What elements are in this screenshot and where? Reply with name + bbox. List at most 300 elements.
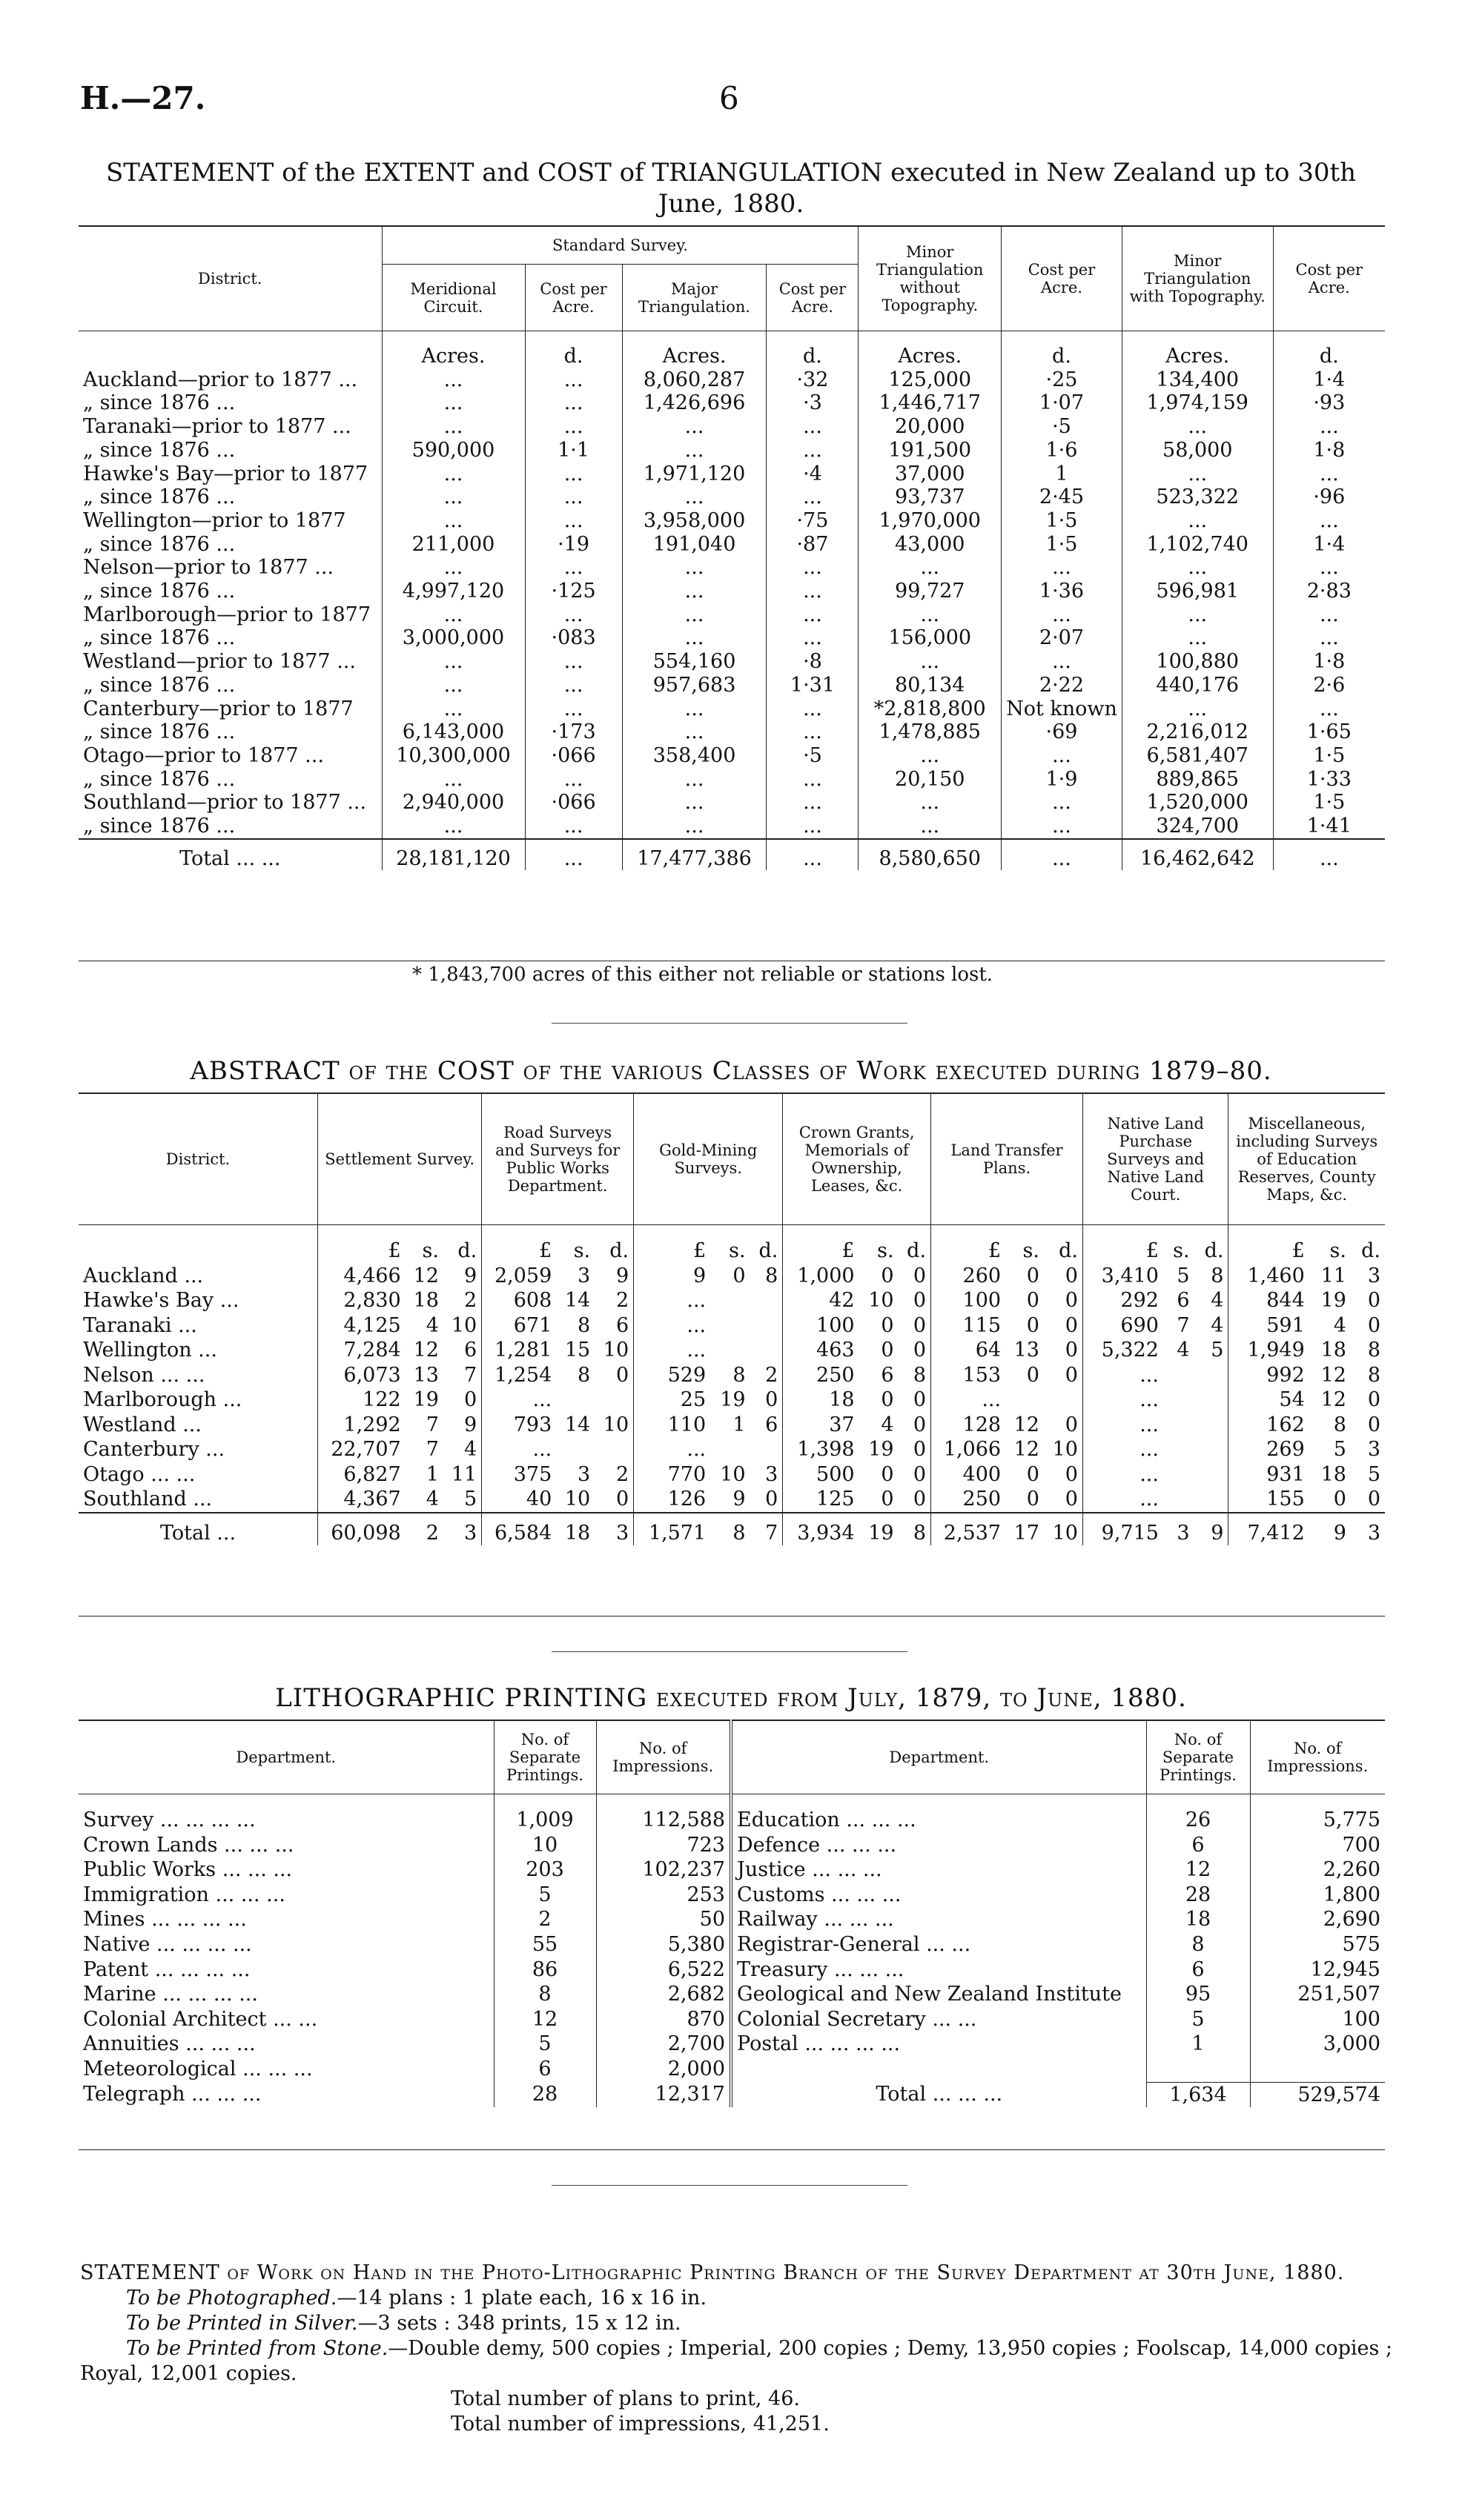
value-cell: ... (622, 720, 767, 744)
value-cell: 128 (931, 1413, 1006, 1438)
value-cell: 0 (1367, 1488, 1380, 1511)
value-cell: 8 (494, 1982, 596, 2007)
value-cell: 18 (783, 1387, 859, 1413)
th-misc: Miscellaneous, including Surveys of Education Reserves, County Maps, &c. (1228, 1093, 1385, 1225)
value-cell: 1,520,000 (1122, 791, 1273, 815)
table-row (79, 650, 1385, 674)
value-cell: 7 (426, 1413, 439, 1436)
triangulation-title-line2: June, 1880. (658, 189, 804, 219)
value-cell: 3,000,000 (382, 626, 525, 650)
value-cell: 0 (913, 1339, 927, 1362)
unit-label: d. (907, 1239, 927, 1262)
value-cell: 1·5 (1002, 509, 1122, 533)
value-cell (595, 1437, 633, 1462)
value-cell: 42 (783, 1288, 859, 1313)
value-cell: 1·31 (767, 674, 859, 697)
value-cell: 251,507 (1250, 1982, 1385, 2007)
value-cell: 3 (1177, 1521, 1190, 1545)
unit-label: Acres. (382, 331, 525, 368)
value-cell: 12 (413, 1264, 439, 1287)
value-cell: 10 (868, 1289, 894, 1312)
district-cell: Hawke's Bay ... (83, 1289, 239, 1312)
table-row (79, 1857, 1385, 1883)
photo-label: To be Photographed. (126, 2287, 337, 2310)
value-cell: 0 (1367, 1289, 1380, 1312)
value-cell: 0 (1065, 1363, 1078, 1387)
value-cell: ... (767, 815, 859, 839)
unit-label: s. (1173, 1239, 1190, 1262)
value-cell: 134,400 (1122, 368, 1273, 392)
value-cell: 7,284 (318, 1338, 406, 1363)
value-cell: 4 (464, 1438, 477, 1461)
value-cell: 54 (1228, 1387, 1309, 1413)
th-land-transfer: Land Transfer Plans. (931, 1093, 1083, 1225)
unit-label: d. (767, 331, 859, 368)
value-cell: 1·65 (1273, 720, 1385, 744)
table-row (79, 697, 1385, 721)
litho-title: LITHOGRAPHIC PRINTING executed from July, 1879, to June, 1880. (275, 1683, 1187, 1713)
value-cell: 0 (1367, 1388, 1380, 1411)
table-row (79, 509, 1385, 533)
value-cell: ... (1122, 603, 1273, 627)
value-cell: 0 (881, 1313, 894, 1337)
unit-label: d. (1273, 331, 1385, 368)
value-cell: 0 (1026, 1488, 1039, 1511)
value-cell: 1,571 (634, 1513, 711, 1546)
value-cell: 1,292 (318, 1413, 406, 1438)
value-cell: 13 (1013, 1339, 1039, 1362)
value-cell: 8 (1211, 1264, 1224, 1287)
th-litho-separate-right: No. of Separate Printings. (1146, 1720, 1250, 1794)
litho-bottom-rule (79, 2149, 1385, 2150)
table-row (79, 2007, 1385, 2032)
th-minor-with: Minor Triangulation with Topography. (1122, 226, 1273, 331)
unit-label: s. (573, 1239, 591, 1262)
value-cell: 1,949 (1228, 1338, 1309, 1363)
table-row (79, 1313, 1385, 1339)
value-cell: 2,059 (482, 1264, 557, 1289)
value-cell: ... (1273, 697, 1385, 721)
value-cell: ·8 (767, 650, 859, 674)
value-cell: ... (622, 791, 767, 815)
value-cell: 155 (1228, 1487, 1309, 1513)
value-cell: 0 (1367, 1413, 1380, 1436)
value-cell: ... (634, 1313, 711, 1339)
value-cell: 375 (482, 1462, 557, 1488)
value-cell: 1,446,717 (859, 391, 1002, 415)
district-cell: Otago ... ... (83, 1462, 196, 1486)
value-cell: 86 (494, 1957, 596, 1983)
department-cell: Geological and New Zealand Institute (731, 1982, 1146, 2007)
value-cell: 1·41 (1273, 815, 1385, 839)
value-cell: 5 (1367, 1462, 1380, 1486)
value-cell: ·32 (767, 368, 859, 392)
value-cell: 0 (615, 1488, 629, 1511)
district-cell: Auckland ... (83, 1264, 204, 1287)
value-cell: 7 (1177, 1313, 1190, 1337)
table-row (79, 1363, 1385, 1388)
district-cell: Wellington—prior to 1877 (83, 508, 346, 532)
value-cell (1194, 1413, 1228, 1438)
department-cell: Mines ... ... ... ... (83, 1908, 247, 1932)
value-cell: 2,700 (596, 2032, 731, 2057)
value-cell: 22,707 (318, 1437, 406, 1462)
value-cell: ... (859, 744, 1002, 768)
value-cell (750, 1288, 783, 1313)
value-cell: 0 (913, 1289, 927, 1312)
value-cell: 1 (426, 1462, 439, 1486)
total-plans: Total number of plans to print, 46. (451, 2387, 800, 2410)
unit-label: Acres. (859, 331, 1002, 368)
value-cell: 292 (1082, 1288, 1163, 1313)
table-row (79, 1338, 1385, 1363)
value-cell: ... (767, 485, 859, 509)
value-cell (750, 1313, 783, 1339)
department-cell: Railway ... ... ... (731, 1907, 1146, 1932)
value-cell: ... (622, 439, 767, 462)
value-cell: 80,134 (859, 674, 1002, 697)
value-cell: 50 (596, 1907, 731, 1932)
value-cell: 1·1 (525, 439, 622, 462)
th-native: Native Land Purchase Surveys and Native Land Court. (1082, 1093, 1228, 1225)
th-road: Road Surveys and Surveys for Public Works Department. (482, 1093, 634, 1225)
value-cell: ... (1273, 509, 1385, 533)
value-cell: ... (382, 391, 525, 415)
statement-silver (80, 2311, 1400, 2336)
table-row (79, 744, 1385, 768)
value-cell: ... (1082, 1437, 1163, 1462)
value-cell: 324,700 (1122, 815, 1273, 839)
total-cell: ... (525, 839, 622, 871)
value-cell: 2·45 (1002, 485, 1122, 509)
value-cell: ... (525, 674, 622, 697)
value-cell: 2,940,000 (382, 791, 525, 815)
th-litho-dept-left: Department. (236, 1748, 337, 1766)
unit-label: Acres. (622, 331, 767, 368)
value-cell: 40 (482, 1487, 557, 1513)
unit-label: d. (1059, 1239, 1078, 1262)
table-row (79, 720, 1385, 744)
table-row (79, 1833, 1385, 1858)
district-cell: Otago—prior to 1877 ... (83, 743, 324, 767)
value-cell: 6 (881, 1363, 894, 1387)
value-cell: 110 (634, 1413, 711, 1438)
table-row (79, 2032, 1385, 2057)
value-cell: 2,260 (1250, 1857, 1385, 1883)
table-row (79, 485, 1385, 509)
value-cell: 25 (634, 1387, 711, 1413)
value-cell: 12 (413, 1339, 439, 1362)
value-cell: 575 (1250, 1932, 1385, 1957)
value-cell: 10 (451, 1313, 477, 1337)
abstract-bottom-rule (79, 1616, 1385, 1617)
unit-label: £ (1228, 1225, 1309, 1264)
value-cell: 2 (494, 1907, 596, 1932)
units-blank (79, 331, 382, 368)
value-cell: 1,426,696 (622, 391, 767, 415)
value-cell: 2 (765, 1363, 778, 1387)
value-cell: 100 (1250, 2007, 1385, 2032)
value-cell: 1·5 (1002, 533, 1122, 557)
department-cell: Registrar-General ... ... (731, 1932, 1146, 1957)
value-cell: 0 (1333, 1488, 1346, 1511)
unit-label: £ (634, 1225, 711, 1264)
district-cell: „ since 1876 ... (83, 673, 236, 697)
th-standard-survey: Standard Survey. (382, 226, 859, 265)
value-cell: 2 (615, 1289, 629, 1312)
value-cell: 43,000 (859, 533, 1002, 557)
th-litho-impressions-right: No. of Impressions. (1250, 1720, 1385, 1794)
value-cell: ... (634, 1338, 711, 1363)
value-cell: 191,500 (859, 439, 1002, 462)
total-cell: ... (1273, 839, 1385, 871)
th-cost-acre-3: Cost per Acre. (1002, 226, 1122, 331)
value-cell: ... (525, 509, 622, 533)
department-cell: Survey ... ... ... ... (83, 1808, 256, 1831)
th-major: Major Triangulation. (622, 265, 767, 331)
value-cell: 6 (464, 1339, 477, 1362)
department-cell: Customs ... ... ... (731, 1883, 1146, 1908)
value-cell: 0 (1065, 1462, 1078, 1486)
value-cell: 12 (1013, 1438, 1039, 1461)
district-cell: Taranaki ... (83, 1313, 197, 1337)
district-cell: „ since 1876 ... (83, 438, 236, 462)
value-cell: 18 (1320, 1462, 1346, 1486)
value-cell: ... (622, 603, 767, 627)
value-cell: 1·4 (1273, 533, 1385, 557)
value-cell: 250 (783, 1363, 859, 1388)
th-litho-dept-right: Department. (731, 1720, 1146, 1794)
value-cell: 8 (1367, 1363, 1380, 1387)
value-cell: 4 (426, 1488, 439, 1511)
table-row (79, 1487, 1385, 1513)
empty-cell (1146, 2057, 1250, 2082)
value-cell (1163, 1363, 1194, 1388)
th-crown: Crown Grants, Memorials of Ownership, Leases, &c. (783, 1093, 931, 1225)
value-cell: ... (525, 556, 622, 580)
value-cell: 3 (765, 1462, 778, 1486)
value-cell: 1,800 (1250, 1883, 1385, 1908)
units-blank (79, 1225, 318, 1264)
value-cell: 0 (615, 1363, 629, 1387)
department-cell: Marine ... ... ... ... (83, 1983, 258, 2006)
value-cell: 12 (1320, 1363, 1346, 1387)
value-cell (1044, 1387, 1082, 1413)
value-cell: ... (1082, 1462, 1163, 1488)
value-cell: ... (1122, 462, 1273, 486)
value-cell (1163, 1437, 1194, 1462)
value-cell: 5,322 (1082, 1338, 1163, 1363)
value-cell: 2·83 (1273, 580, 1385, 603)
value-cell: 6,827 (318, 1462, 406, 1488)
district-cell: Nelson—prior to 1877 ... (83, 556, 334, 580)
value-cell: 7,412 (1228, 1513, 1309, 1546)
photo-text: —14 plans : 1 plate each, 16 x 16 in. (337, 2287, 707, 2310)
table-row (79, 674, 1385, 697)
unit-label: d. (1361, 1239, 1380, 1262)
value-cell: 6,581,407 (1122, 744, 1273, 768)
value-cell: 591 (1228, 1313, 1309, 1339)
value-cell: 1·8 (1273, 439, 1385, 462)
empty-cell (1250, 2057, 1385, 2082)
value-cell: ... (622, 768, 767, 792)
value-cell (1163, 1413, 1194, 1438)
value-cell (1194, 1462, 1228, 1488)
value-cell: ·93 (1273, 391, 1385, 415)
value-cell: 9 (1211, 1521, 1224, 1545)
value-cell: 3,410 (1082, 1264, 1163, 1289)
value-cell: 4,466 (318, 1264, 406, 1289)
value-cell: 4,125 (318, 1313, 406, 1339)
department-cell: Education ... ... ... (731, 1794, 1146, 1833)
table-row (79, 2057, 1385, 2082)
value-cell: 5,380 (596, 1932, 731, 1957)
document-code: H.—27. (80, 80, 206, 116)
value-cell: 4 (426, 1313, 439, 1337)
value-cell: 500 (783, 1462, 859, 1488)
value-cell: 60,098 (318, 1513, 406, 1546)
unit-label: d. (609, 1239, 629, 1262)
value-cell: 126 (634, 1487, 711, 1513)
unit-label: d. (525, 331, 622, 368)
value-cell: ... (482, 1387, 557, 1413)
statement-photo (80, 2286, 1400, 2311)
value-cell: 2 (464, 1289, 477, 1312)
value-cell: ... (767, 768, 859, 792)
value-cell (1194, 1363, 1228, 1388)
value-cell: ·173 (525, 720, 622, 744)
value-cell: 844 (1228, 1288, 1309, 1313)
value-cell: 0 (913, 1413, 927, 1436)
department-cell: Native ... ... ... ... (83, 1932, 252, 1956)
value-cell: 1 (1002, 462, 1122, 486)
value-cell: 8 (732, 1363, 746, 1387)
district-cell: Westland ... (83, 1413, 202, 1436)
value-cell: 0 (913, 1462, 927, 1486)
value-cell: 4,997,120 (382, 580, 525, 603)
department-cell: Public Works ... ... ... (83, 1858, 293, 1882)
total-cell: 8,580,650 (859, 839, 1002, 871)
value-cell: ·3 (767, 391, 859, 415)
value-cell: 0 (1065, 1313, 1078, 1337)
value-cell: 6,584 (482, 1513, 557, 1546)
value-cell: 64 (931, 1338, 1006, 1363)
district-cell: Canterbury ... (83, 1438, 225, 1461)
value-cell: 1·36 (1002, 580, 1122, 603)
value-cell: 2 (426, 1521, 439, 1545)
th-cost-acre-2: Cost per Acre. (767, 265, 859, 331)
value-cell: 0 (1026, 1289, 1039, 1312)
value-cell: ... (1122, 415, 1273, 439)
value-cell: 18 (564, 1521, 591, 1545)
silver-text: —3 sets : 348 prints, 15 x 12 in. (357, 2312, 681, 2335)
value-cell: 115 (931, 1313, 1006, 1339)
unit-label: d. (1204, 1239, 1224, 1262)
department-cell: Postal ... ... ... ... (731, 2032, 1146, 2057)
value-cell (750, 1338, 783, 1363)
value-cell: 700 (1250, 1833, 1385, 1858)
value-cell: 9 (634, 1264, 711, 1289)
value-cell: 153 (931, 1363, 1006, 1388)
value-cell: 6 (1146, 1833, 1250, 1858)
district-cell: „ since 1876 ... (83, 485, 236, 509)
value-cell: 957,683 (622, 674, 767, 697)
value-cell: ... (1273, 462, 1385, 486)
value-cell: 18 (1146, 1907, 1250, 1932)
value-cell (710, 1338, 750, 1363)
value-cell: 10 (564, 1488, 591, 1511)
value-cell: ·083 (525, 626, 622, 650)
district-cell: „ since 1876 ... (83, 391, 236, 415)
value-cell: ... (1273, 626, 1385, 650)
value-cell: 723 (596, 1833, 731, 1858)
value-cell: ... (859, 650, 1002, 674)
total-cell: 16,462,642 (1122, 839, 1273, 871)
value-cell: 3,958,000 (622, 509, 767, 533)
value-cell: 12 (1013, 1413, 1039, 1436)
unit-label: £ (482, 1225, 557, 1264)
value-cell: 12 (494, 2007, 596, 2032)
table-row (79, 791, 1385, 815)
value-cell (1163, 1487, 1194, 1513)
value-cell: 870 (596, 2007, 731, 2032)
unit-label: d. (758, 1239, 778, 1262)
district-cell: Marlborough ... (83, 1388, 242, 1411)
units-row (79, 1225, 1385, 1264)
value-cell: 0 (913, 1488, 927, 1511)
section-divider (552, 2185, 907, 2186)
department-cell: Colonial Secretary ... ... (731, 2007, 1146, 2032)
value-cell: 2,000 (596, 2057, 731, 2082)
table-row (79, 603, 1385, 627)
value-cell: ... (525, 768, 622, 792)
value-cell: ... (1273, 415, 1385, 439)
value-cell: ... (634, 1437, 711, 1462)
value-cell: 20,000 (859, 415, 1002, 439)
table-row (79, 1794, 1385, 1833)
value-cell: 0 (464, 1388, 477, 1411)
value-cell: ... (767, 556, 859, 580)
value-cell: 0 (1367, 1313, 1380, 1337)
value-cell: 122 (318, 1387, 406, 1413)
value-cell: 440,176 (1122, 674, 1273, 697)
district-cell: Wellington ... (83, 1339, 217, 1362)
value-cell: ... (767, 439, 859, 462)
value-cell: ... (382, 603, 525, 627)
value-cell: 4 (1177, 1339, 1190, 1362)
value-cell: 19 (1320, 1289, 1346, 1312)
value-cell: ... (1122, 697, 1273, 721)
table-row (79, 368, 1385, 392)
value-cell (750, 1437, 783, 1462)
value-cell: 1,009 (494, 1794, 596, 1833)
value-cell: 770 (634, 1462, 711, 1488)
value-cell: 13 (413, 1363, 439, 1387)
value-cell: ... (525, 650, 622, 674)
value-cell: 2,682 (596, 1982, 731, 2007)
district-cell: „ since 1876 ... (83, 580, 236, 603)
th-district: District. (79, 226, 382, 331)
unit-label: d. (457, 1239, 477, 1262)
value-cell: 26 (1146, 1794, 1250, 1833)
value-cell: 55 (494, 1932, 596, 1957)
value-cell: 253 (596, 1883, 731, 1908)
value-cell: ... (1002, 556, 1122, 580)
value-cell: 9 (464, 1264, 477, 1287)
value-cell: ... (634, 1288, 711, 1313)
unit-label: £ (318, 1225, 406, 1264)
value-cell: ... (1002, 815, 1122, 839)
